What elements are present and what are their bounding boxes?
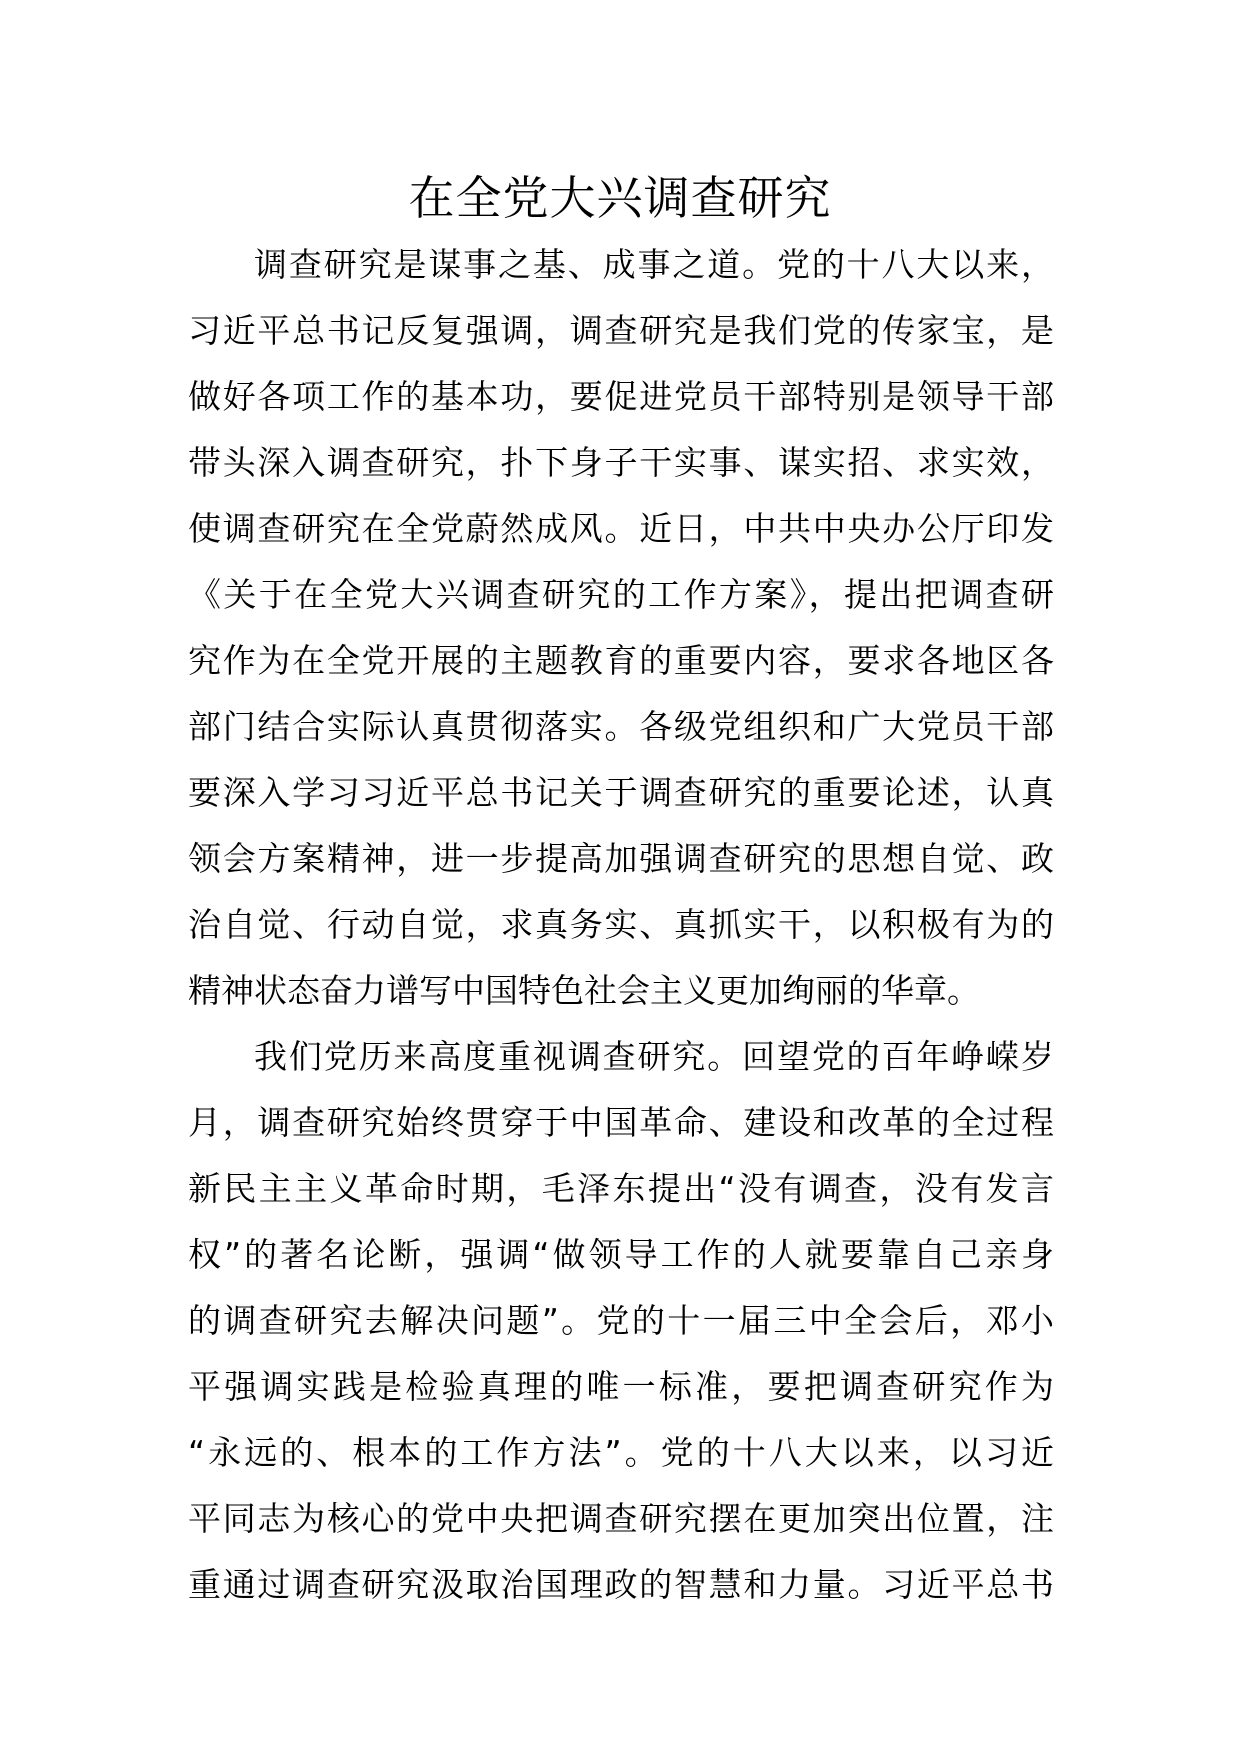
paragraph-line: 重通过调查研究汲取治国理政的智慧和力量。习近平总书 <box>188 1565 1054 1604</box>
paragraph-line: 《关于在全党大兴调查研究的工作方案》，提出把调查研 <box>188 575 1054 614</box>
paragraph-1 <box>188 232 1054 1024</box>
document-title: 在全党大兴调查研究 <box>408 171 832 225</box>
paragraph-line: 月，调查研究始终贯穿于中国革命、建设和改革的全过程 <box>188 1103 1054 1142</box>
paragraph-line: 精神状态奋力谱写中国特色社会主义更加绚丽的华章。 <box>188 971 980 1010</box>
paragraph-line: “永远的、根本的工作方法”。党的十八大以来，以习近 <box>188 1433 1054 1472</box>
paragraph-line: 做好各项工作的基本功，要促进党员干部特别是领导干部 <box>188 377 1054 416</box>
paragraph-line: 我们党历来高度重视调查研究。回望党的百年峥嵘岁 <box>254 1037 1054 1076</box>
paragraph-line: 的调查研究去解决问题”。党的十一届三中全会后，邓小 <box>188 1301 1054 1340</box>
paragraph-line: 调查研究是谋事之基、成事之道。党的十八大以来， <box>254 245 1054 284</box>
paragraph-line: 带头深入调查研究，扑下身子干实事、谋实招、求实效， <box>188 443 1054 482</box>
paragraph-line: 使调查研究在全党蔚然成风。近日，中共中央办公厅印发 <box>188 509 1054 548</box>
paragraph-line: 平同志为核心的党中央把调查研究摆在更加突出位置，注 <box>188 1499 1054 1538</box>
paragraph-2 <box>188 1024 1054 1618</box>
paragraph-line: 新民主主义革命时期，毛泽东提出“没有调查，没有发言 <box>188 1169 1054 1208</box>
paragraph-line: 部门结合实际认真贯彻落实。各级党组织和广大党员干部 <box>188 707 1054 746</box>
document-body <box>188 232 1054 1618</box>
paragraph-line: 治自觉、行动自觉，求真务实、真抓实干，以积极有为的 <box>188 905 1054 944</box>
paragraph-line: 究作为在全党开展的主题教育的重要内容，要求各地区各 <box>188 641 1054 680</box>
paragraph-line: 习近平总书记反复强调，调查研究是我们党的传家宝，是 <box>188 311 1054 350</box>
paragraph-line: 平强调实践是检验真理的唯一标准，要把调查研究作为 <box>188 1367 1054 1406</box>
paragraph-line: 权”的著名论断，强调“做领导工作的人就要靠自己亲身 <box>188 1235 1054 1274</box>
paragraph-line: 领会方案精神，进一步提高加强调查研究的思想自觉、政 <box>188 839 1054 878</box>
paragraph-line: 要深入学习习近平总书记关于调查研究的重要论述，认真 <box>188 773 1054 812</box>
